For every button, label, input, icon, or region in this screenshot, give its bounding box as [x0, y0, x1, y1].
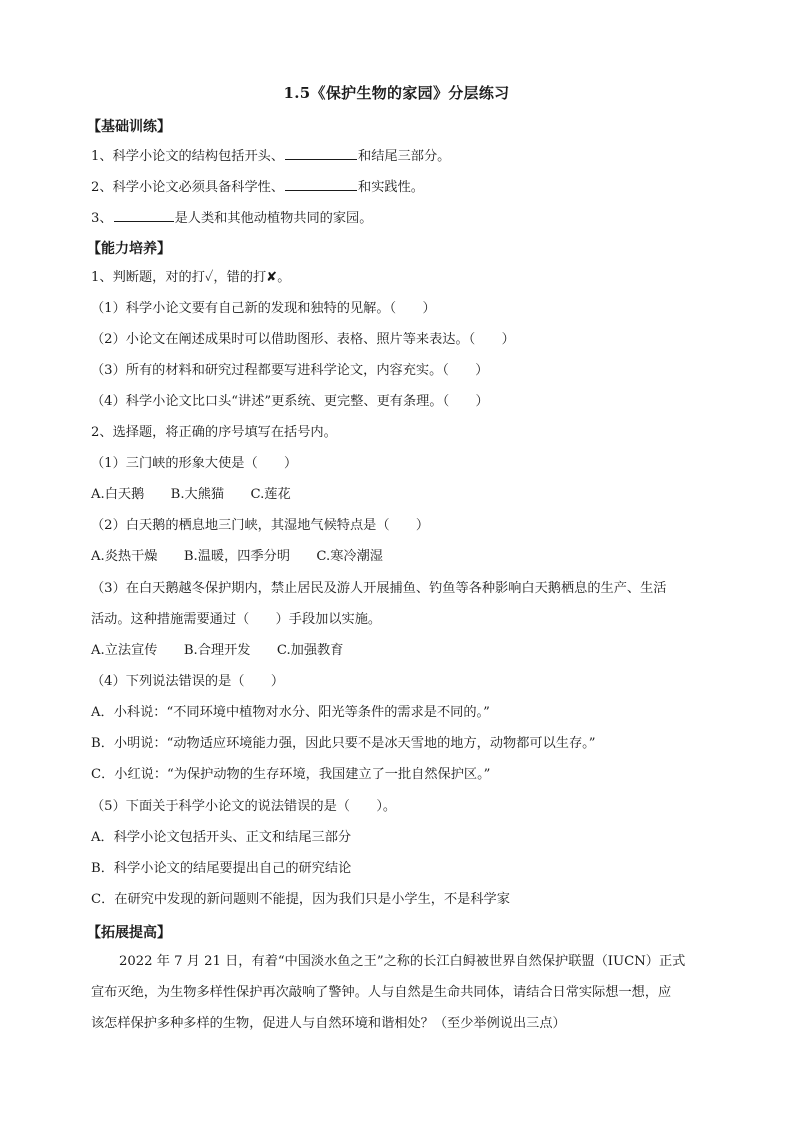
judge-heading: 1、判断题，对的打✓，错的打✘。	[91, 270, 291, 285]
basic-q3-suffix: 是人类和其他动植物共同的家园。	[174, 211, 373, 226]
basic-q1-prefix: 1、科学小论文的结构包括开头、	[91, 149, 285, 164]
section-extend-heading: 【拓展提高】	[87, 925, 171, 941]
choice-q4-option-c: C．小红说：“为保护动物的生存环境，我国建立了一批自然保护区。”	[91, 767, 491, 782]
extend-paragraph-line2: 宣布灭绝，为生物多样性保护再次敲响了警钟。人与自然是生命共同体，请结合日常实际想一想，应	[91, 985, 672, 1000]
choice-q5-option-c: C．在研究中发现的新问题则不能提，因为我们只是小学生，不是科学家	[91, 892, 510, 907]
answer-blank[interactable]	[285, 146, 357, 160]
basic-q2-suffix: 和实践性。	[358, 180, 424, 195]
choice-q5-option-a: A．科学小论文包括开头、正文和结尾三部分	[91, 830, 352, 845]
choice-q5-option-b: B．科学小论文的结尾要提出自己的研究结论	[91, 861, 352, 876]
choice-q4-option-a: A．小科说：“不同环境中植物对水分、阳光等条件的需求是不同的。”	[91, 705, 490, 720]
basic-q3-prefix: 3、	[91, 211, 113, 226]
choice-q3-line2: 活动。这种措施需要通过（ ）手段加以实施。	[91, 612, 382, 627]
judge-item-2: （2）小论文在阐述成果时可以借助图形、表格、照片等来表达。（ ）	[91, 332, 515, 347]
judge-item-4: （4）科学小论文比口头“讲述”更系统、更完整、更有条理。（ ）	[91, 394, 489, 409]
choice-q5: （5）下面关于科学小论文的说法错误的是（ ）。	[91, 799, 397, 814]
choice-q2-options: A.炎热干燥 B.温暖，四季分明 C.寒冷潮湿	[91, 549, 383, 564]
judge-item-3: （3）所有的材料和研究过程都要写进科学论文，内容充实。（ ）	[91, 363, 489, 378]
answer-blank[interactable]	[285, 177, 357, 191]
choice-q1: （1）三门峡的形象大使是（ ）	[91, 456, 298, 471]
choice-q3-line1: （3）在白天鹅越冬保护期内，禁止居民及游人开展捕鱼、钓鱼等各种影响白天鹅栖息的生产、生活	[91, 581, 667, 596]
extend-paragraph-line3: 该怎样保护多种多样的生物，促进人与自然环境和谐相处？（至少举例说出三点）	[91, 1016, 566, 1031]
basic-question-3	[91, 208, 372, 228]
basic-question-2	[91, 177, 424, 197]
basic-question-1	[91, 146, 450, 166]
choice-q4-option-b: B．小明说：“动物适应环境能力强，因此只要不是冰天雪地的地方，动物都可以生存。”	[91, 736, 596, 751]
section-basic-heading: 【基础训练】	[87, 119, 171, 135]
basic-q1-suffix: 和结尾三部分。	[358, 149, 451, 164]
judge-item-1: （1）科学小论文要有自己新的发现和独特的见解。（ ）	[91, 301, 436, 316]
basic-q2-prefix: 2、科学小论文必须具备科学性、	[91, 180, 285, 195]
page-title: 1.5《保护生物的家园》分层练习	[283, 84, 510, 102]
extend-paragraph-line1: 2022 年 7 月 21 日，有着“中国淡水鱼之王”之称的长江白鲟被世界自然保护联盟（IUCN）正式	[119, 954, 686, 969]
answer-blank[interactable]	[114, 208, 174, 222]
choice-q1-options: A.白天鹅 B.大熊猫 C.莲花	[91, 487, 291, 502]
choice-q3-options: A.立法宣传 B.合理开发 C.加强教育	[91, 643, 344, 658]
section-ability-heading: 【能力培养】	[87, 241, 171, 257]
choice-q4: （4）下列说法错误的是（ ）	[91, 674, 285, 689]
choice-q2: （2）白天鹅的栖息地三门峡，其湿地气候特点是（ ）	[91, 518, 430, 533]
choice-heading: 2、选择题，将正确的序号填写在括号内。	[91, 425, 337, 440]
